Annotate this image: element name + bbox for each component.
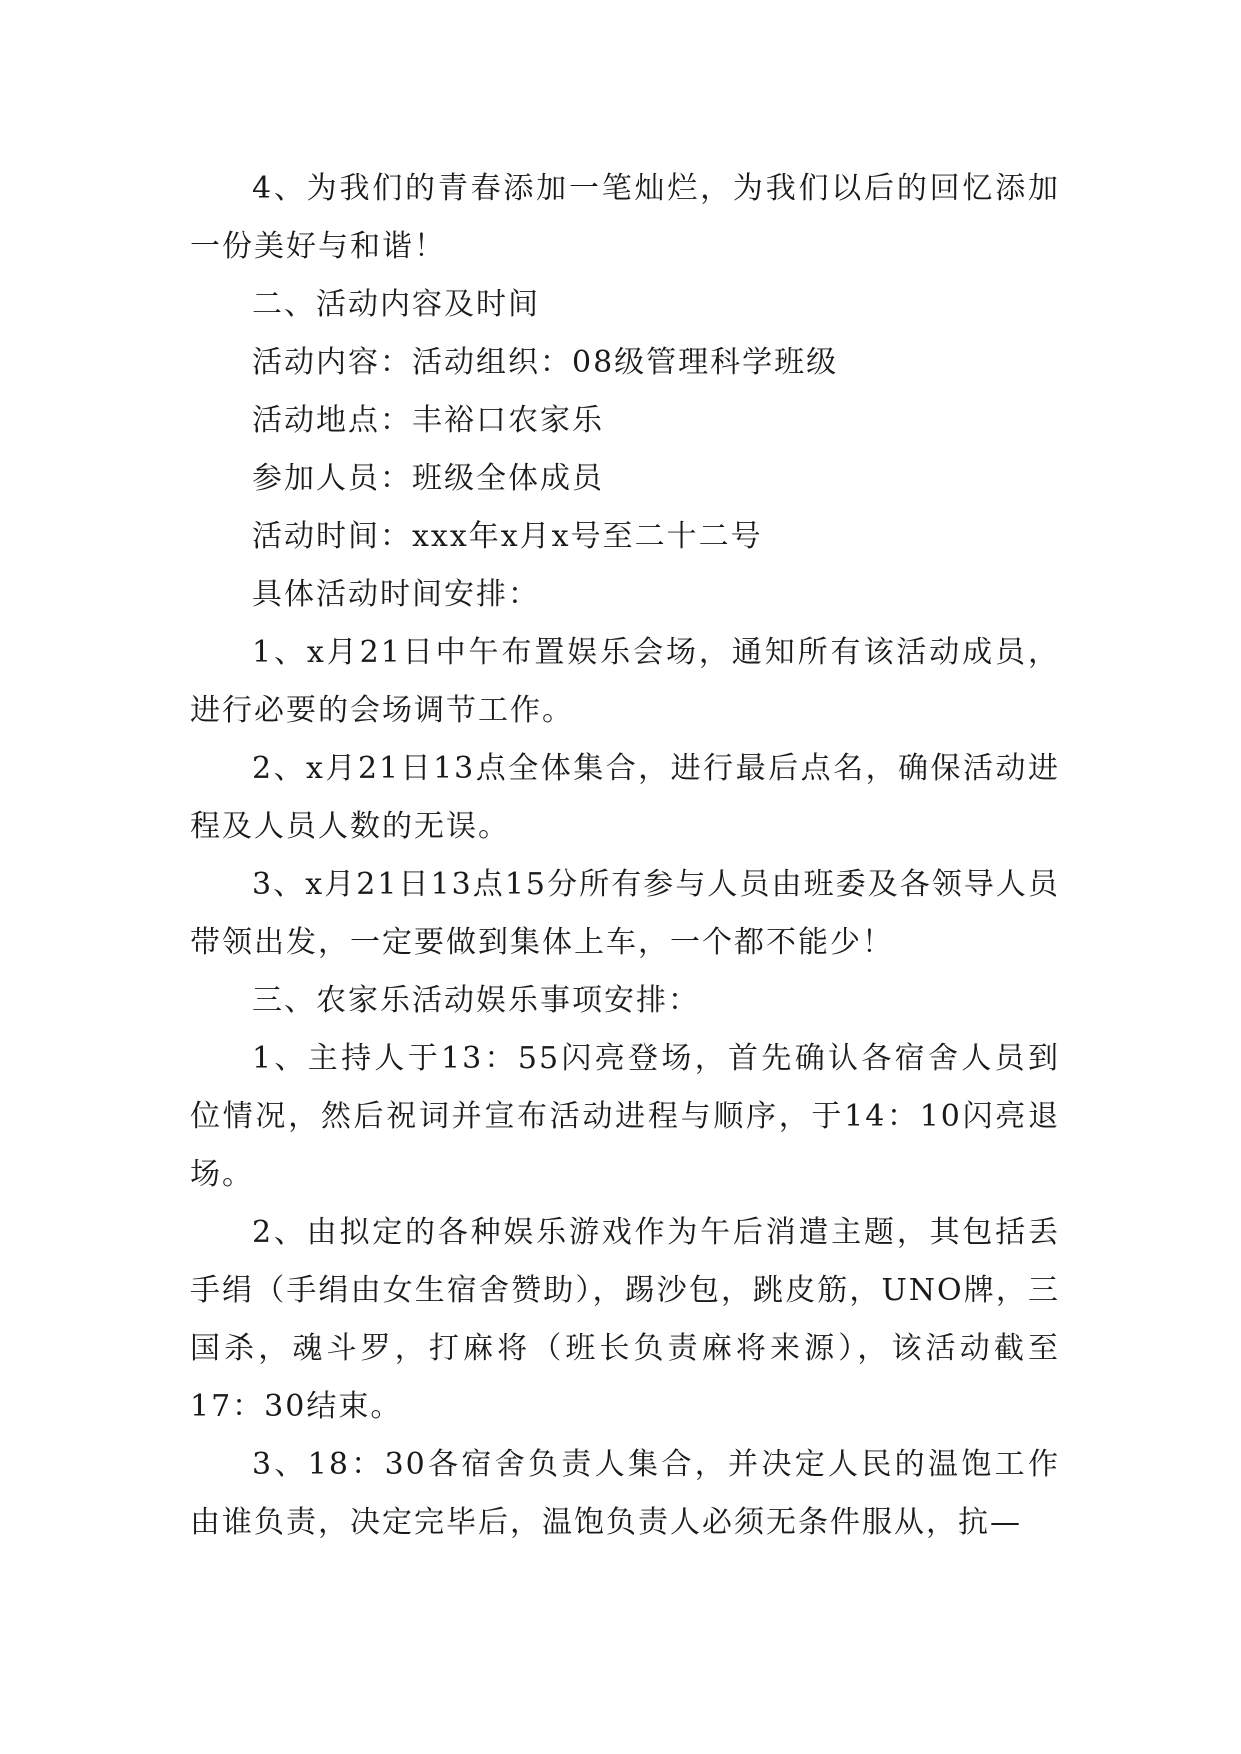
paragraph-activity-location: 活动地点：丰裕口农家乐 xyxy=(252,403,604,438)
paragraph-activity-time: 活动时间：xxx年x月x号至二十二号 xyxy=(252,519,763,554)
paragraph-entertainment-3: 3、18：30各宿舍负责人集合，并决定人民的温饱工作由谁负责，决定完毕后，温饱负责人必须无条件服从，抗— xyxy=(190,1447,1060,1540)
paragraph-participants: 参加人员：班级全体成员 xyxy=(252,461,604,496)
document-body xyxy=(190,160,1060,1552)
section-heading-entertainment: 三、农家乐活动娱乐事项安排： xyxy=(252,983,700,1018)
paragraph-activity-content: 活动内容：活动组织：08级管理科学班级 xyxy=(252,345,839,380)
paragraph-schedule-1: 1、x月21日中午布置娱乐会场，通知所有该活动成员，进行必要的会场调节工作。 xyxy=(190,635,1060,728)
paragraph-goal-4: 4、为我们的青春添加一笔灿烂，为我们以后的回忆添加一份美好与和谐！ xyxy=(190,171,1060,264)
paragraph-schedule-heading: 具体活动时间安排： xyxy=(252,577,540,612)
paragraph-entertainment-1: 1、主持人于13：55闪亮登场，首先确认各宿舍人员到位情况，然后祝词并宣布活动进程与顺序，于14：10闪亮退场。 xyxy=(190,1041,1060,1192)
paragraph-entertainment-2: 2、由拟定的各种娱乐游戏作为午后消遣主题，其包括丢手绢（手绢由女生宿舍赞助），踢沙包，跳皮筋，UNO牌，三国杀，魂斗罗，打麻将（班长负责麻将来源），该活动截至17：30结束。 xyxy=(190,1215,1060,1424)
section-heading-content-time: 二、活动内容及时间 xyxy=(252,287,540,322)
paragraph-schedule-3: 3、x月21日13点15分所有参与人员由班委及各领导人员带领出发，一定要做到集体上车，一个都不能少！ xyxy=(190,867,1060,960)
paragraph-schedule-2: 2、x月21日13点全体集合，进行最后点名，确保活动进程及人员人数的无误。 xyxy=(190,751,1060,844)
